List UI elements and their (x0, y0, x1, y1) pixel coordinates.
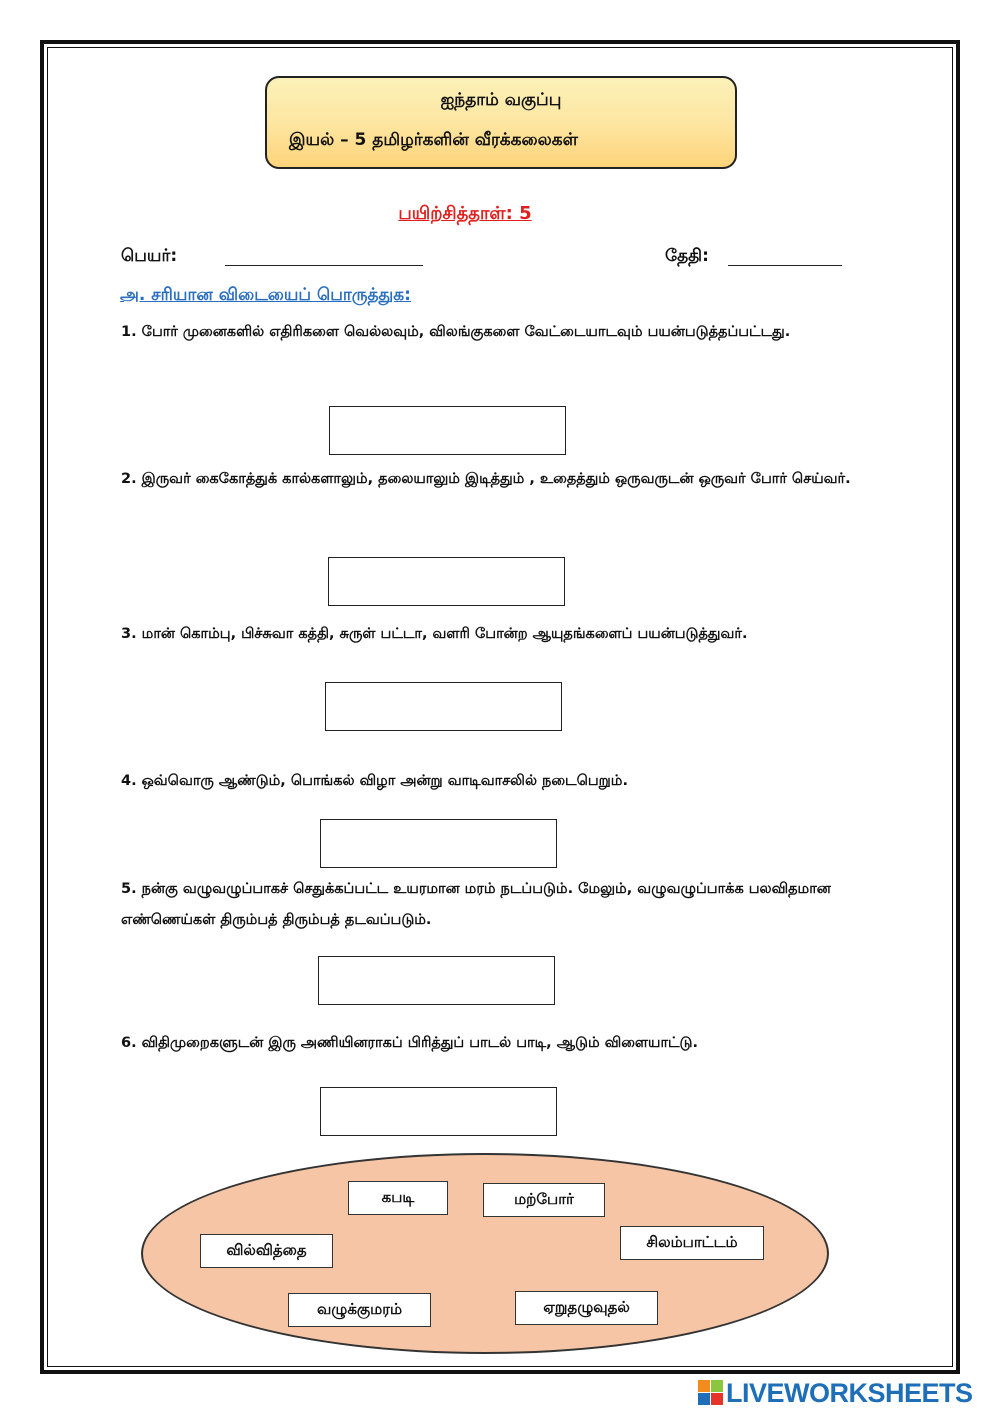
option-kabadi[interactable]: கபடி (348, 1181, 448, 1215)
question-5: 5. நன்கு வழுவழுப்பாகச் செதுக்கப்பட்ட உயரமான மரம் நடப்படும். மேலும், வழுவழுப்பாக்க பலவிதமான எண்ணெய்கள் திரும்பத் திரும்பத் தடவப்படும். (121, 881, 831, 928)
name-blank (225, 265, 423, 266)
answer-box-6[interactable] (320, 1087, 557, 1136)
liveworksheets-logo (698, 1378, 973, 1408)
option-vazhukkumaram[interactable]: வழுக்குமரம் (288, 1293, 431, 1327)
option-eruthazhuvuthal[interactable]: ஏறுதழுவுதல் (515, 1291, 658, 1325)
answer-box-3[interactable] (325, 682, 562, 731)
section-title: அ. சரியான விடையைப் பொருத்துக: (120, 285, 411, 305)
date-blank (728, 265, 842, 266)
question-1: 1. போர் முனைகளில் எதிரிகளை வெல்லவும், விலங்குகளை வேட்டையாடவும் பயன்படுத்தப்பட்டது. (121, 324, 791, 340)
answer-box-4[interactable] (320, 819, 557, 868)
worksheet-title: பயிற்சித்தாள்: 5 (398, 203, 532, 224)
option-marpor[interactable]: மற்போர் (483, 1183, 605, 1217)
answer-box-2[interactable] (328, 557, 565, 606)
question-2: 2. இருவர் கைகோத்துக் கால்களாலும், தலையாலும் இடித்தும் , உதைத்தும் ஒருவருடன் ஒருவர் போர் செய்வர். (121, 471, 851, 487)
date-label: தேதி: (665, 246, 709, 266)
grade-title: ஐந்தாம் வகுப்பு (440, 90, 562, 110)
option-vilvithai[interactable]: வில்வித்தை (200, 1234, 333, 1268)
question-4: 4. ஒவ்வொரு ஆண்டும், பொங்கல் விழா அன்று வாடிவாசலில் நடைபெறும். (121, 773, 628, 789)
liveworksheets-mark-icon (698, 1380, 724, 1406)
option-silambattam[interactable]: சிலம்பாட்டம் (620, 1226, 764, 1260)
liveworksheets-text: LIVEWORKSHEETS (726, 1377, 973, 1408)
answer-box-5[interactable] (318, 956, 555, 1005)
header-box (265, 76, 737, 169)
name-label: பெயர்: (121, 246, 178, 266)
question-3: 3. மான் கொம்பு, பிச்சுவா கத்தி, சுருள் பட்டா, வளரி போன்ற ஆயுதங்களைப் பயன்படுத்துவர். (121, 626, 748, 642)
unit-title: இயல் – 5 தமிழர்களின் வீரக்கலைகள் (289, 130, 578, 150)
question-6: 6. விதிமுறைகளுடன் இரு அணியினராகப் பிரித்துப் பாடல் பாடி, ஆடும் விளையாட்டு. (121, 1035, 699, 1051)
answer-box-1[interactable] (329, 406, 566, 455)
